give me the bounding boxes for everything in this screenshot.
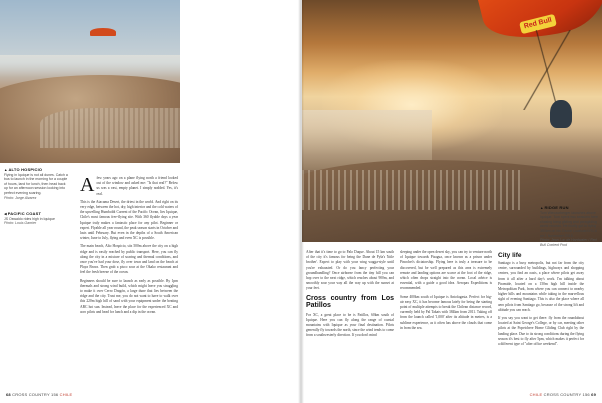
article-paragraph: If you say you want to get there: fly from the roundabout located at Saint George's College, or by car, meeting other pilots at the Popeichere Home Gliding Club right by the landing place. Due to its strong conditions during the flying season it's best to fly after 5pm, which makes it perfect for a different type of "after office weekend". bbox=[498, 316, 584, 347]
left-page bbox=[0, 0, 300, 403]
article-paragraph: For XC, a great place to be is Patillos, 60km south of Iquique. Here you can fly along the range of coastal mountains with Iquique as your final destination. Pilots generally fly towards the north, since the wind tends to come from a southwesterly direction. If you don't mind bbox=[306, 312, 394, 338]
alto-hospicio-photo bbox=[0, 0, 180, 163]
article-column-right-2 bbox=[400, 250, 492, 334]
caption-credit: Photo: Jean Luc de Hardwater / Red Bull Content Pool bbox=[540, 238, 597, 247]
caption-pacific-coast bbox=[4, 212, 68, 226]
magazine-name: CROSS COUNTRY 156 bbox=[12, 392, 59, 397]
page-gutter bbox=[298, 0, 304, 403]
article-paragraph: Some 400km south of Iquique is Antofagasta. Perfect for big-air easy XC, it has become famous lately for being the starting point of multiple attempts to break the Chilean distance record, currently held by Pal Takats with 384km from 2011. Taking off from the launch called '1,000' after its altitude in metres, is a sublime experience, as it often has above the clouds that come in from the sea. bbox=[400, 294, 492, 330]
article-paragraph: This is the Atacama Desert, the driest in the world. And right on its very edge, between the hot, dry, high interior and the cold waters of the upwelling Humboldt Current of the Pacific Ocean, lies Iquique, Chile's most famous free-flying site. With 360 flyable days a year Iquique truly makes a fantastic place for any pilot. Beginner or expert. Flyable all year round, the peak season starts in October and lasts until February. But even in the depths of a South American winter, June to July, flying and even XC is possible. bbox=[80, 199, 178, 241]
article-column-right-3 bbox=[498, 250, 584, 350]
article-paragraph: After that it's time to go to Palo Duque. About 15 km south of the city it's famous for being the Dune de Pyla's 'little brother'. Expect to play with your wing wagga-style until you're exhausted. Or do you fancy perfecting your groundhandling? Once airborne from the tiny hill you can hop over to the next ridge, which reaches about 900m, and smoothly soar your way all the way up with the sunset at your feet. bbox=[306, 250, 394, 291]
right-page bbox=[302, 0, 602, 403]
article-paragraph: Afew years ago on a plane flying north a friend looked out of the window and asked me: "Is that real?" Below us was a vast, empty planet. I simply nodded. Yes, it's real. bbox=[80, 174, 178, 196]
article-paragraph: Beginners should be sure to launch as early as possible. By 1pm thermals and strong wind build, which might leave you struggling to make it over Cerro Dragón, a large dune that lies between the ridge and the city. Trust me, you do not want to have to walk over this 220m high hill of sand with your equipment under the beating ABC hot sun. Instead, leave the place for the experienced XC and acro pilots and head for lunch and a dip in the ocean. bbox=[80, 278, 178, 314]
magazine-name: CROSS COUNTRY 156 bbox=[543, 392, 590, 397]
caption-title: ALTO HOSPICIO bbox=[8, 167, 43, 172]
caption-credit: Photo: Jorge Alvarez bbox=[4, 195, 37, 200]
section-name: CHILE bbox=[59, 392, 73, 397]
photo-haze bbox=[0, 55, 180, 77]
caption-title: PACIFIC COAST bbox=[7, 211, 42, 216]
caption-body: Tom Wieczorberger launches above Iquique. Tom spent two seasons here chasing hang gliding and paragliding world records. He finally got to flying 350km on his Ozone Lowboard R1.5 on 1 November 2015. bbox=[540, 210, 598, 238]
caption-body: JS Oswaldo rides high in Iquique bbox=[4, 216, 55, 221]
photo-city-lights bbox=[302, 170, 522, 210]
caption-body: Flying in Iquique is not all dunes. Catch a bus to launch in the morning for a couple of hours, land for lunch, then head back up for an afternoon session looking into perfect evening soaring. bbox=[4, 172, 68, 195]
article-paragraph: sleeping under the open desert sky, you can try to venture north of Iquique towards Pisagua, once known as a prison under Pinochet's dictatorship. Flying here is truly a treasure to be discovered, but be well prepared as this area is extremely remote and landing options are scarce at the foot of the ridge, which often drops straight into the ocean. Local advice is essential, with a guide a good idea. Aeropax Expeditions is recommended. bbox=[400, 250, 492, 291]
paraglider-shape bbox=[90, 28, 116, 36]
article-paragraph: Santiago is a busy metropolis, but not far from the city centre, surrounded by buildings, highways and shopping centres, you find an oasis, a place where pilots get away from it all after a hard day's work. I'm talking about Piramide, located on a 150m high hill inside the Metropolitan Park, from where you can connect to nearby higher hills and mountains while taking in the marvellous sight of evening Santiago. This is also the place where all aero pilots from Santiago go, because of the strong lift and altitude you can reach. bbox=[498, 261, 584, 312]
article-column-right-1 bbox=[306, 250, 394, 342]
triangle-icon: ◀ bbox=[4, 212, 7, 216]
drop-cap: A bbox=[80, 174, 95, 196]
left-folio bbox=[6, 392, 72, 397]
section-heading: City life bbox=[498, 252, 522, 259]
photo-city bbox=[40, 108, 180, 148]
section-name: CHILE bbox=[529, 392, 543, 397]
caption-alto-hospicio bbox=[4, 168, 68, 200]
right-folio bbox=[530, 392, 596, 397]
page-number: 68 bbox=[6, 392, 11, 397]
page-number: 69 bbox=[591, 392, 596, 397]
caption-ridge-run bbox=[540, 206, 598, 247]
glider-rigging bbox=[502, 30, 592, 110]
pilot-figure bbox=[550, 100, 572, 128]
triangle-icon: ▲ bbox=[4, 168, 8, 172]
caption-title: RIDGE RUN bbox=[544, 205, 569, 210]
wing-logo: Red Bull bbox=[519, 14, 557, 34]
section-heading: Cross country from Los Patillos bbox=[306, 294, 394, 310]
triangle-icon: ▲ bbox=[540, 206, 544, 210]
caption-credit: Photo: Louis Garnier bbox=[4, 221, 37, 226]
article-column-1 bbox=[80, 176, 178, 318]
article-paragraph: The main beach, Alto Hospicio, sits 500m above the city on a high ridge and is easily reached by public transport. Here, you can fly along the city in a mixture of soaring and thermal conditions, and once you've had your dose, fly over town and land on the beach at Playa Brava. Then grab a pisco sour at the Okako restaurant and feel the fresh breeze of the ocean. bbox=[80, 244, 178, 275]
